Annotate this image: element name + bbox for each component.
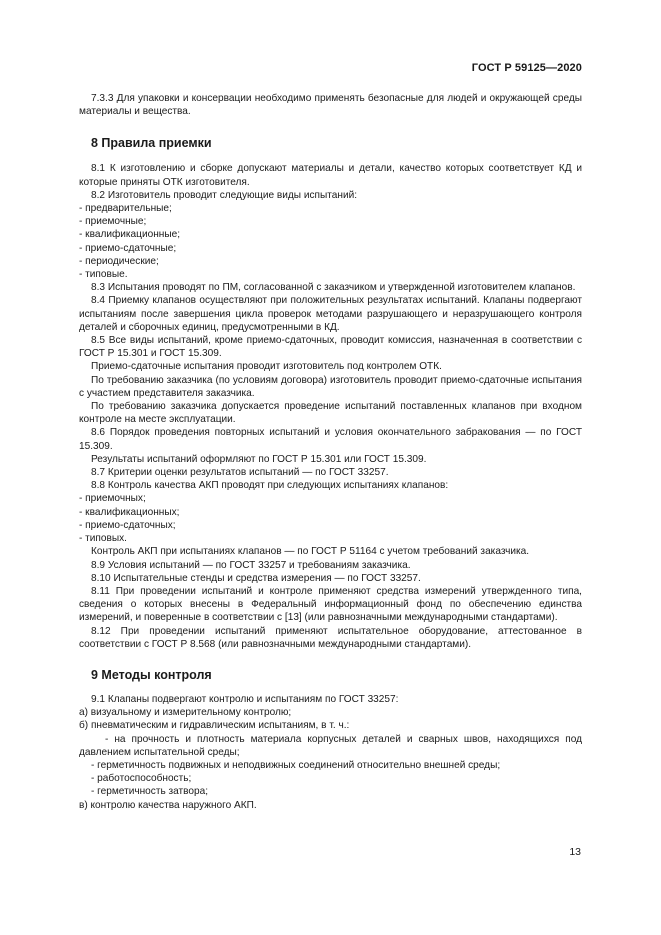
paragraph-8-8: 8.8 Контроль качества АКП проводят при следующих испытаниях клапанов: — [91, 480, 449, 492]
list-item-a: а) визуальному и измерительному контролю; — [79, 707, 292, 719]
paragraph-8-5-d: По требованию заказчика допускается проведение испытаний поставленных клапанов при входном контроле на месте эксплуатации. — [79, 401, 582, 426]
document-body — [79, 92, 582, 812]
document-code: ГОСТ Р 59125—2020 — [471, 62, 582, 74]
list-item: - квалификационные; — [79, 229, 181, 241]
list-item: - приемо-сдаточные; — [79, 242, 177, 254]
list-item: - квалификационных; — [79, 506, 180, 518]
paragraph-8-7: 8.7 Критерии оценки результатов испытаний — по ГОСТ 33257. — [91, 467, 389, 479]
paragraph-8-9: 8.9 Условия испытаний — по ГОСТ 33257 и требованиям заказчика. — [91, 559, 411, 571]
paragraph-8-12: 8.12 При проведении испытаний применяют испытательное оборудование, аттестованное в соответствии с ГОСТ Р 8.568 (или равнозначными международными стандартами). — [79, 625, 582, 650]
paragraph-8-6: 8.6 Порядок проведения повторных испытаний и условия окончательного забракования — по ГОСТ 15.309. — [79, 427, 582, 452]
list-item: - типовых. — [79, 533, 127, 545]
list-subitem: - герметичность подвижных и неподвижных соединений относительно внешней среды; — [91, 759, 501, 771]
paragraph-7-3-3: 7.3.3 Для упаковки и консервации необходимо применять безопасные для людей и окружающей среды материалы и вещества. — [79, 93, 582, 118]
paragraph-8-5-c: По требованию заказчика (по условиям договора) изготовитель проводит приемо-сдаточные испытания с участием представителя заказчика. — [79, 374, 582, 399]
list-item: - приемочных; — [79, 493, 146, 505]
paragraph-8-5: 8.5 Все виды испытаний, кроме приемо-сдаточных, проводит комиссия, назначенная в соответствии с ГОСТ Р 15.301 и ГОСТ 15.309. — [79, 335, 582, 360]
list-item: - приемо-сдаточных; — [79, 519, 176, 531]
page-number: 13 — [569, 846, 581, 858]
list-subitem: - работоспособность; — [91, 773, 192, 785]
paragraph-8-11: 8.11 При проведении испытаний и контроле применяют средства измерений утвержденного типа, сведения о которых внесены в Федеральный информационный фонд по обеспечению единства измерений, и поверенные в соответствии с [13] (или равнозначными международными стандартами). — [79, 585, 582, 624]
section-8-title: 8 Правила приемки — [91, 136, 212, 151]
list-subitem: - на прочность и плотность материала корпусных деталей и сварных швов, находящихся под давлением испытательной среды; — [79, 733, 582, 758]
paragraph-8-1: 8.1 К изготовлению и сборке допускают материалы и детали, качество которых соответствует КД и которые приняты ОТК изготовителя. — [79, 163, 582, 188]
list-item: - типовые. — [79, 269, 128, 281]
list-item: - предварительные; — [79, 203, 172, 215]
paragraph-8-4: 8.4 Приемку клапанов осуществляют при положительных результатах испытаний. Клапаны подвергают испытаниям после завершения цикла проверок методами разрушающего и неразрушающего контроля деталей и сборочных единиц, предусмотренными в КД. — [79, 295, 582, 333]
list-item: - периодические; — [79, 255, 159, 267]
section-9-title: 9 Методы контроля — [91, 667, 212, 682]
paragraph-8-2: 8.2 Изготовитель проводит следующие виды испытаний: — [91, 189, 358, 201]
list-item-v: в) контролю качества наружного АКП. — [79, 799, 257, 811]
paragraph-8-6-b: Результаты испытаний оформляют по ГОСТ Р 15.301 или ГОСТ 15.309. — [91, 453, 427, 465]
paragraph-9-1: 9.1 Клапаны подвергают контролю и испытаниям по ГОСТ 33257: — [91, 693, 399, 705]
list-item: - приемочные; — [79, 216, 147, 228]
paragraph-8-8-b: Контроль АКП при испытаниях клапанов — по ГОСТ Р 51164 с учетом требований заказчика. — [91, 546, 530, 558]
paragraph-8-5-b: Приемо-сдаточные испытания проводит изготовитель под контролем ОТК. — [91, 361, 442, 373]
paragraph-8-3: 8.3 Испытания проводят по ПМ, согласованной с заказчиком и утвержденной изготовителем клапанов. — [91, 282, 576, 294]
paragraph-8-10: 8.10 Испытательные стенды и средства измерения — по ГОСТ 33257. — [91, 572, 421, 584]
list-subitem: - герметичность затвора; — [91, 786, 209, 798]
list-item-b: б) пневматическим и гидравлическим испытаниям, в т. ч.: — [79, 720, 350, 732]
